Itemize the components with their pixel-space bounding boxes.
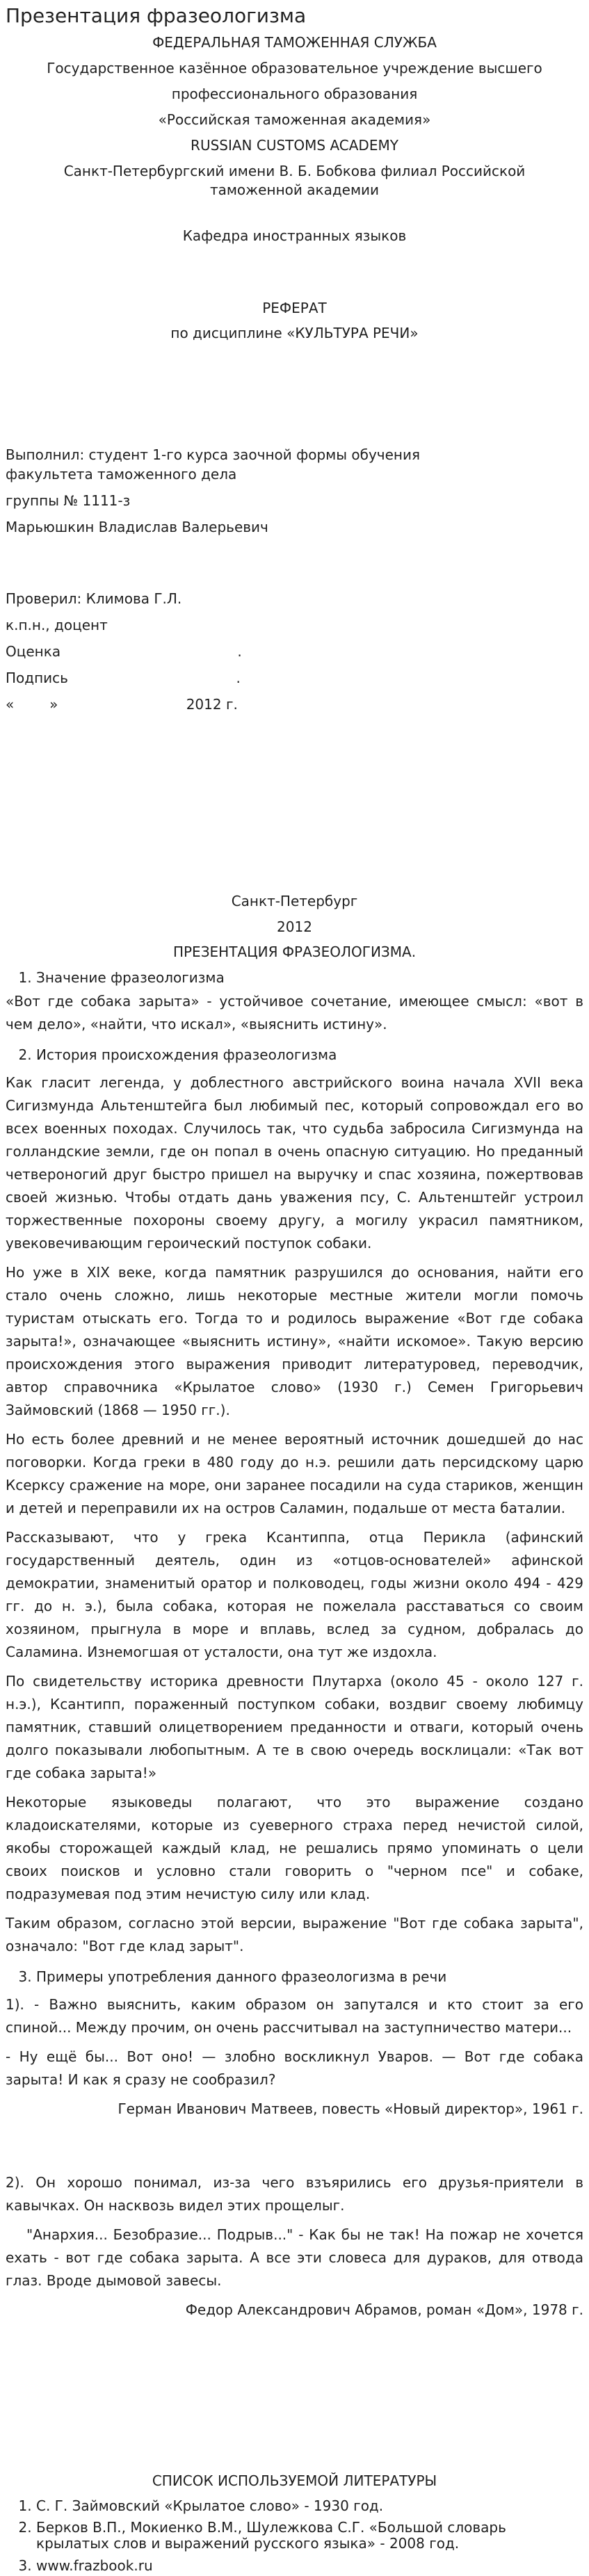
example-1-source: Герман Иванович Матвеев, повесть «Новый директор», 1961 г. xyxy=(118,2100,583,2117)
main-content xyxy=(6,940,583,2322)
report-label: РЕФЕРАТ xyxy=(262,300,327,316)
org-line-6: Санкт-Петербургский имени В. Б. Бобкова филиал Российской таможенной академии xyxy=(63,163,526,198)
history-paragraph-3: Но есть более древний и не менее вероятный источник дошедшей до нас поговорки. Когда греки в 480 году до н.э. решили дать персидскому царю Ксерксу сражение на море, они заранее посадили на суда стариков, женщин и детей и переправили их на остров Саламин, подальше от места баталии. xyxy=(6,1431,583,1516)
history-paragraph-2: Но уже в XIX веке, когда памятник разрушился до основания, найти его стало очень сложно, лишь некоторые местные жители могли помочь туристам отыскать его. Тогда то и родилось выражение «Вот где собака зарыта!», означающее «выяснить истину», «найти искомое». Такую версию происхождения этого выражения приводит литературовед, переводчик, автор справочника «Крылатое слово» (1930 г.) Семен Григорьевич Займовский (1868 — 1950 гг.). xyxy=(6,1264,583,1418)
checker-signature: Подпись . xyxy=(6,670,241,686)
checker-block xyxy=(6,588,583,715)
history-paragraph-1: Как гласит легенда, у доблестного австрийского воина начала XVII века Сигизмунда Альтенштейга был любимый пес, который сопровождал его во всех военных походах. Случилось так, что судьба забросила Сигизмунда на голландские земли, где он попал в очень опасную ситуацию. Но преданный четвероногий друг быстро пришел на выручку и спас хозяина, пожертвовав своей жизнью. Чтобы отдать дань уважения псу, С. Альтенштейг устроил торжественные похороны своему другу, а могилу украсил памятником, увековечивающим героический поступок собаки. xyxy=(6,1074,583,1251)
department: Кафедра иностранных языков xyxy=(182,227,407,244)
checker-degree: к.п.н., доцент xyxy=(6,617,108,633)
author-name: Марьюшкин Владислав Валерьевич xyxy=(6,519,268,535)
literature-list xyxy=(6,2495,583,2576)
literature-section xyxy=(6,2469,583,2576)
report-discipline: по дисциплине «КУЛЬТУРА РЕЧИ» xyxy=(170,325,419,341)
history-paragraph-7: Таким образом, согласно этой версии, выражение "Вот где собака зарыта", означало: "Вот где клад зарыт". xyxy=(6,1915,583,1954)
checker-grade: Оценка . xyxy=(6,643,242,660)
section-1-title: 1. Значение фразеологизма xyxy=(36,965,583,990)
literature-title: СПИСОК ИСПОЛЬЗУЕМОЙ ЛИТЕРАТУРЫ xyxy=(152,2472,437,2489)
city: Санкт-Петербург xyxy=(231,893,358,909)
presentation-title: ПРЕЗЕНТАЦИЯ ФРАЗЕОЛОГИЗМА. xyxy=(172,943,417,960)
section-heading-1 xyxy=(6,965,583,990)
example-2-quote: "Анархия... Безобразие... Подрыв..." - Как бы не так! На пожар не хочется ехать - вот где собака зарыта. А все эти словеса для дураков, для отвода глаз. Вроде дымовой завесы. xyxy=(6,2226,583,2289)
org-line-5: RUSSIAN CUSTOMS ACADEMY xyxy=(191,137,398,154)
history-paragraph-6: Некоторые языковеды полагают, что это выражение создано кладоискателями, которые из суеверного страха перед нечистой силой, якобы сторожащей каждый клад, не решались прямо упоминать о цели своих поисков и условно стали говорить о "черном псе" и собаке, подразумевая под этим нечистую силу или клад. xyxy=(6,1794,583,1902)
history-paragraph-5: По свидетельству историка древности Плутарха (около 45 - около 127 г. н.э.), Ксантипп, пораженный поступком собаки, воздвиг своему любимцу памятник, ставший олицетворением преданности и отваги, который очень долго показывали любопытным. А те в свою очередь восклицали: «Так вот где собака зарыта!» xyxy=(6,1673,583,1781)
section-3-title: 3. Примеры употребления данного фразеологизма в речи xyxy=(36,1964,583,1989)
example-2-source: Федор Александрович Абрамов, роман «Дом», 1978 г. xyxy=(185,2301,583,2318)
literature-item: 3. www.frazbook.ru xyxy=(36,2555,583,2576)
section-heading-2 xyxy=(6,1042,583,1067)
section-2-title: 2. История происхождения фразеологизма xyxy=(36,1042,583,1067)
example-2-text: 2). Он хорошо понимал, из-за чего взъярились его друзья-приятели в кавычках. Он насквозь видел этих прощелыг. xyxy=(6,2174,583,2214)
checker-name: Проверил: Климова Г.Л. xyxy=(6,590,182,607)
org-line-3: профессионального образования xyxy=(171,86,418,102)
author-performed-by: Выполнил: студент 1-го курса заочной формы обучения факультета таможенного дела xyxy=(6,446,421,483)
org-line-1: ФЕДЕРАЛЬНАЯ ТАМОЖЕННАЯ СЛУЖБА xyxy=(152,34,437,51)
section-heading-3 xyxy=(6,1964,583,1989)
example-1-text: 1). - Важно выяснить, каким образом он запутался и кто стоит за его спиной... Между прочим, он очень рассчитывал на заступничество матери... xyxy=(6,1996,583,2036)
page-title: Презентация фразеологизма xyxy=(6,4,307,27)
author-block xyxy=(6,445,583,537)
year: 2012 xyxy=(277,918,312,935)
title-page xyxy=(6,30,583,939)
org-line-4: «Российская таможенная академия» xyxy=(158,111,431,128)
author-group: группы № 1111-з xyxy=(6,492,131,509)
example-1-dialogue: - Ну ещё бы... Вот оно! — злобно воскликнул Уваров. — Вот где собака зарыта! И как я сразу не сообразил? xyxy=(6,2048,583,2088)
literature-item: 2. Берков В.П., Мокиенко В.М., Шулежкова С.Г. «Большой словарь крылатых слов и выражений русского языка» - 2008 год. xyxy=(36,2516,583,2555)
org-line-2: Государственное казённое образовательное учреждение высшего xyxy=(47,60,542,76)
literature-item: 1. С. Г. Займовский «Крылатое слово» - 1930 год. xyxy=(36,2495,583,2516)
checker-date: « » 2012 г. xyxy=(6,696,238,713)
history-paragraph-4: Рассказывают, что у грека Ксантиппа, отца Перикла (афинский государственный деятель, один из «отцов-основателей» афинской демократии, знаменитый оратор и полководец, годы жизни около 494 - 429 гг. до н. э.), была собака, которая не пожелала расставаться со своим хозяином, прыгнула в море и вплавь, вслед за судном, добралась до Саламина. Изнемогшая от усталости, она тут же издохла. xyxy=(6,1529,583,1660)
meaning-paragraph: «Вот где собака зарыта» - устойчивое сочетание, имеющее смысл: «вот в чем дело», «найти, что искал», «выяснить истину». xyxy=(6,993,583,1032)
